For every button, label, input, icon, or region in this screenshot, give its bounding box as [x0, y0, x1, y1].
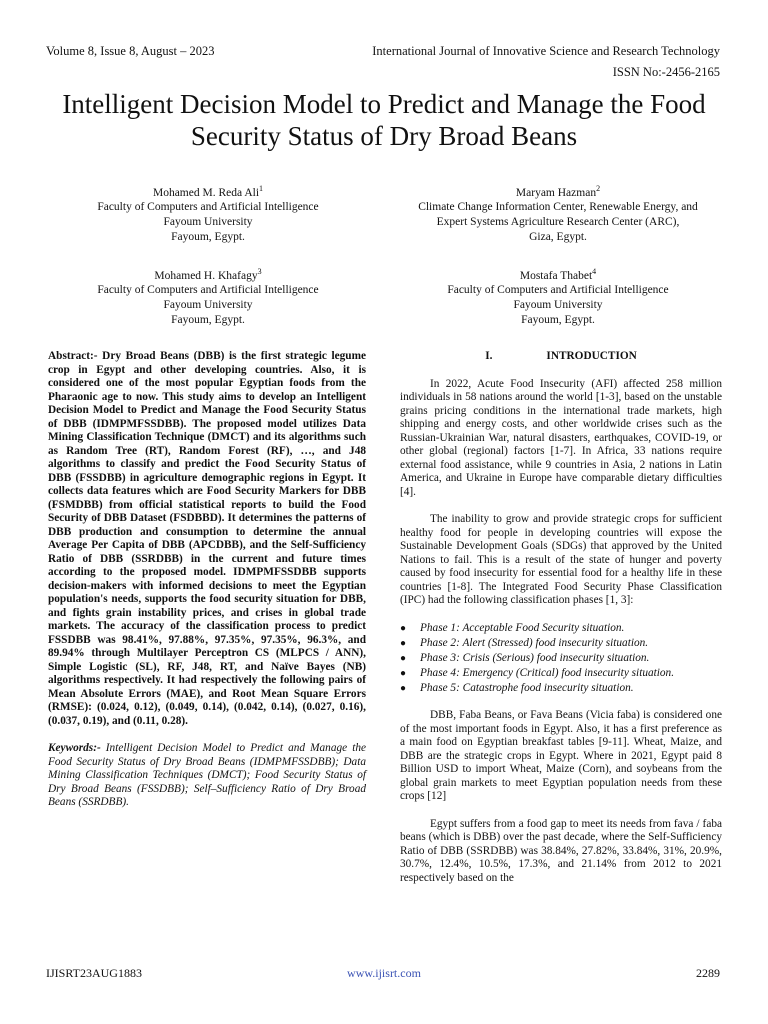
author-name: Mohamed H. Khafagy$^3$	[154, 267, 262, 282]
bullet-icon: ●	[400, 652, 407, 664]
footer-website-link[interactable]: www.ijisrt.com	[347, 966, 421, 980]
author-affiliation: Giza, Egypt.	[529, 230, 587, 243]
body-paragraph: The inability to grow and provide strategic crops for sufficient healthy food for people in developing countries will expose the Sustainable Development Goals (SDGs) that approved by the United Nations to fail. This is a result of the state of hunger and poverty caused by food insecurity for essential food for a healthy life in these countries [1-8]. The Integrated Food Security Phase Classification (IPC) had the following classification phases [1, 3]:	[400, 513, 722, 606]
bullet-icon: ●	[400, 667, 407, 679]
running-header-left: Volume 8, Issue 8, August – 2023	[46, 44, 215, 58]
list-item: ● Phase 3: Crisis (Serious) food insecurity situation.	[400, 651, 650, 664]
author-affiliation: Expert Systems Agriculture Research Center (ARC),	[436, 216, 680, 229]
body-paragraph: In 2022, Acute Food Insecurity (AFI) affected 258 million individuals in 58 nations around the world [1-3], based on the unstable grains pricing conditions in the international trade markets, high shipping and energy costs, and other worldwide crises such as the Russian-Ukrainian War, natural disasters, earthquakes, COVID-19, or other global (regional) factors [1-7]. In Africa, 33 nations require external food assistance, while 9 countries in Asia, 2 nations in Latin America, and Ukraine in Europe have comparable dietary difficulties [4].	[400, 377, 722, 498]
author-affiliation: Faculty of Computers and Artificial Intelligence	[447, 284, 669, 297]
author-affiliation: Fayoum, Egypt.	[171, 313, 245, 326]
list-item: ● Phase 1: Acceptable Food Security situation.	[400, 621, 625, 634]
author-affiliation: Faculty of Computers and Artificial Intelligence	[97, 284, 319, 297]
keywords-text: Intelligent Decision Model to Predict and Manage the Food Security Status of Dry Broad Beans (IDMPMFSSDBB); Data Mining Classification Techniques (DMCT); Food Security Status of Dry Broad Beans (FSSDBB); Self–Sufficiency Ratio of Dry Broad Beans (SSRDBB).	[48, 742, 366, 808]
keywords-label: Keywords:-	[48, 742, 101, 754]
author-block-1	[28, 182, 388, 244]
list-item: ● Phase 4: Emergency (Critical) food insecurity situation.	[400, 666, 675, 679]
author-affiliation: Faculty of Computers and Artificial Intelligence	[97, 201, 319, 214]
author-block-4	[378, 265, 738, 327]
bullet-icon: ●	[400, 622, 407, 634]
ipc-phase-list	[400, 622, 722, 696]
list-item: ● Phase 5: Catastrophe food insecurity situation.	[400, 681, 634, 694]
author-name: Maryam Hazman$^2$	[515, 184, 601, 199]
abstract: Abstract:- Dry Broad Beans (DBB) is the first strategic legume crop in Egypt and other developing countries. Also, it is considered one of the most popular Egyptian foods from the Pharaonic age to now. This study aims to develop an Intelligent Decision Model to Predict and Manage the Food Security Status of DBB (IDMPMFSSDBB). The proposed model utilizes Data Mining Classification Technique (DMCT) and its algorithms such as Random Tree (RT), Random Forest (RF), …, and J48 algorithms to classify and predict the Food Security Status of DBB (FSSDBB) in agriculture demographic regions in Egypt. It collects data features which are Food Security Markers for DBB (FSMDBB) from official statistical reports to build the Food Security of DBB Dataset (FSDBBD). It determines the patterns of DBB production and consumption to determine the annual Average Per Capita of DBB (APCDBB), and the Self-Sufficiency Ratio of DBB (SSRDBB) in the current and future times according to the proposed model. IDMPMFSSDBB supports decision-makers with informed decisions to meet the Egyptian population's needs, supports the food security situation for DBB, and fights grain instability prices, and crises in global trade markets. The accuracy of the classification process to predict FSSDBB was 98.41%, 97.88%, 97.35%, 97.35%, 96.3%, and 89.94% through Multilayer Perceptron CS (MLPCS / ANN), Simple Logistic (SL), RF, J48, RT, and Naïve Bayes (NB) algorithms respectively. It had respectively the following pairs of Mean Absolute Errors (MAE), and Root Mean Square Errors (RMSE): (0.024, 0.12), (0.049, 0.14), (0.042, 0.14), (0.027, 0.16), (0.037, 0.19), and (0.11, 0.28).	[48, 350, 366, 727]
author-affiliation: Fayoum University	[513, 299, 603, 312]
footer-paper-id: IJISRT23AUG1883	[46, 966, 142, 980]
body-paragraph: Egypt suffers from a food gap to meet its needs from fava / faba beans (which is DBB) over the past decade, where the Self-Sufficiency Ratio of DBB (SSRDBB) was 38.84%, 27.82%, 33.84%, 31%, 20.9%, 30.7%, 12.4%, 10.5%, 17.3%, and 21.14% from 2012 to 2021 respectively based on the	[400, 817, 722, 884]
author-affiliation: Fayoum, Egypt.	[171, 230, 245, 243]
right-column	[400, 350, 722, 899]
left-column	[48, 350, 366, 810]
issn: ISSN No:-2456-2165	[612, 65, 720, 79]
bullet-icon: ●	[400, 637, 407, 649]
body-paragraph: DBB, Faba Beans, or Fava Beans (Vicia faba) is considered one of the most important foods in Egypt. Also, it has a first preference as a main food on Egyptian breakfast tables [9-11]. Wheat, Maize, and DBB are the strategic crops in Egypt. Where in 2021, Egypt paid 8 Billion USD to import Wheat, Maize (Corn), and soybeans from the global grain markets to meet Egyptian population needs from these crops [12]	[400, 709, 722, 802]
author-name: Mostafa Thabet$^4$	[519, 267, 597, 282]
author-name: Mohamed M. Reda Ali$^1$	[152, 184, 264, 199]
page-number: 2289	[696, 966, 720, 980]
author-block-3	[28, 265, 388, 327]
running-header-journal: International Journal of Innovative Science and Research Technology	[372, 44, 720, 58]
paper-title: Intelligent Decision Model to Predict and Manage the Food Security Status of Dry Broad Beans	[62, 89, 706, 151]
author-affiliation: Fayoum University	[163, 299, 253, 312]
author-affiliation: Fayoum University	[163, 216, 253, 229]
list-item: ● Phase 2: Alert (Stressed) food insecurity situation.	[400, 636, 649, 649]
section-heading: I. INTRODUCTION	[485, 350, 637, 362]
keywords	[48, 742, 366, 810]
author-affiliation: Climate Change Information Center, Renewable Energy, and	[418, 201, 698, 214]
bullet-icon: ●	[400, 682, 407, 694]
author-block-2	[378, 182, 738, 244]
author-affiliation: Fayoum, Egypt.	[521, 313, 595, 326]
